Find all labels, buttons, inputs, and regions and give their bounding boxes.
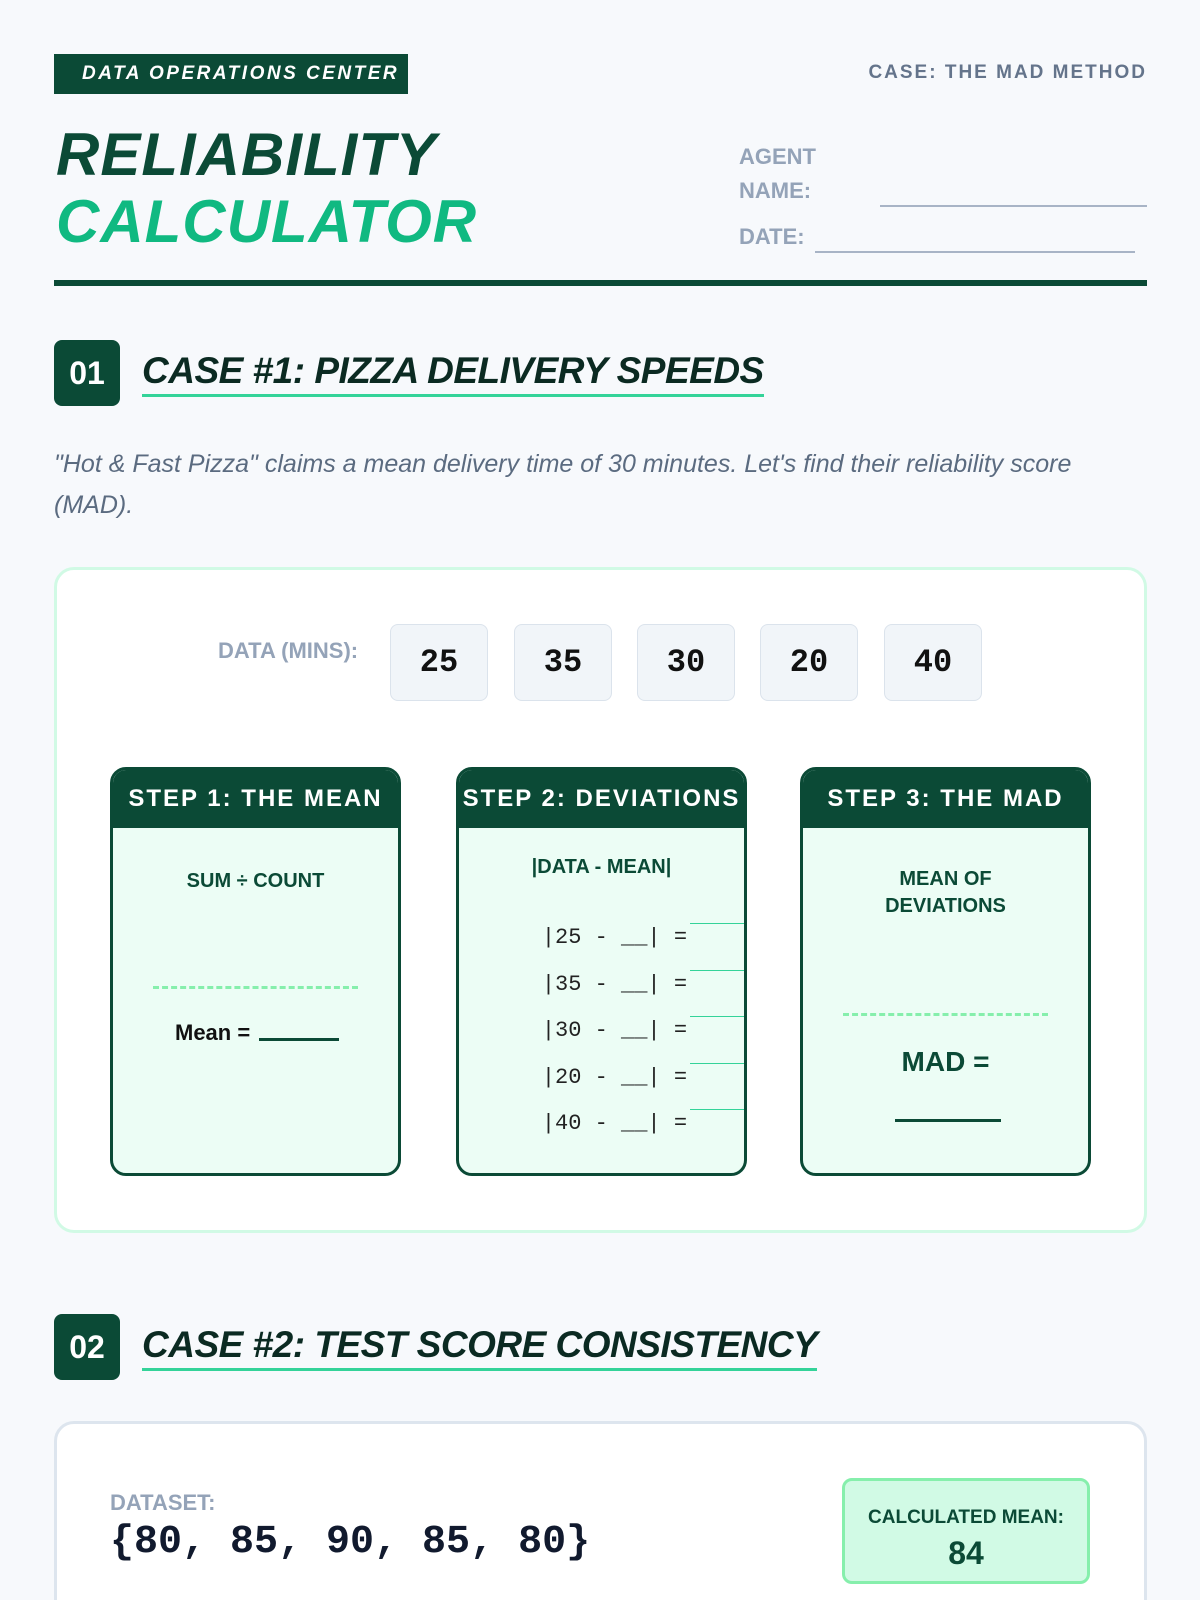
calculated-mean-label: CALCULATED MEAN:	[868, 1507, 1064, 1528]
data-chip: 35	[514, 624, 612, 701]
agent-name-label	[739, 140, 816, 208]
step1-card	[110, 767, 401, 1176]
case2-title: CASE #2: TEST SCORE CONSISTENCY	[142, 1324, 817, 1371]
data-chip: 30	[637, 624, 735, 701]
step3-card	[800, 767, 1091, 1176]
deviation-expression: |20 - __| =	[541, 1065, 688, 1090]
mean-label: Mean =	[175, 1020, 251, 1045]
step1-subtitle: SUM ÷ COUNT	[186, 870, 325, 892]
data-chip: 20	[760, 624, 858, 701]
agent-name-field[interactable]	[880, 205, 1147, 207]
mad-answer-field[interactable]	[895, 1119, 1001, 1122]
mean-answer-field[interactable]	[259, 1038, 339, 1041]
agent-label-line2: NAME:	[739, 178, 812, 203]
case1-title: CASE #1: PIZZA DELIVERY SPEEDS	[142, 350, 764, 397]
step1-divider	[153, 986, 358, 989]
deviation-row	[489, 940, 688, 997]
deviation-answer-field[interactable]	[690, 1109, 744, 1110]
header-divider	[54, 280, 1147, 286]
data-label: DATA (MINS):	[218, 638, 359, 663]
step2-subtitle: |DATA - MEAN|	[531, 856, 672, 878]
step3-divider	[843, 1013, 1048, 1016]
deviation-answer-field[interactable]	[690, 970, 744, 971]
calculated-mean-value: 84	[948, 1535, 984, 1571]
step2-title: STEP 2: DEVIATIONS	[459, 770, 744, 828]
deviation-expression: |40 - __| =	[541, 1111, 688, 1136]
date-label: DATE:	[739, 224, 805, 249]
deviation-answer-field[interactable]	[690, 1063, 744, 1064]
agent-label-line1: AGENT	[739, 144, 816, 169]
deviation-expression: |35 - __| =	[541, 972, 688, 997]
calculated-mean-box	[842, 1478, 1090, 1584]
deviation-row	[489, 1079, 688, 1136]
page-title-line1: RELIABILITY	[56, 121, 437, 188]
data-chip: 40	[884, 624, 982, 701]
dataset-values: {80, 85, 90, 85, 80}	[110, 1520, 591, 1565]
case1-intro: "Hot & Fast Pizza" claims a mean delivery time of 30 minutes. Let's find their reliability score (MAD).	[54, 450, 1072, 519]
data-chip: 25	[390, 624, 488, 701]
case2-number-badge: 02	[54, 1314, 120, 1380]
date-field[interactable]	[815, 251, 1135, 253]
deviation-row	[489, 893, 688, 950]
deviation-row	[489, 1033, 688, 1090]
deviation-answer-field[interactable]	[690, 923, 744, 924]
deviation-expression: |30 - __| =	[541, 1018, 688, 1043]
page-title-line2: CALCULATOR	[56, 188, 478, 255]
case1-number-badge: 01	[54, 340, 120, 406]
dataset-label: DATASET:	[110, 1490, 216, 1515]
deviation-answer-field[interactable]	[690, 1016, 744, 1017]
step2-card	[456, 767, 747, 1176]
case-label: CASE: THE MAD METHOD	[868, 62, 1147, 83]
deviation-expression: |25 - __| =	[541, 925, 688, 950]
step1-title: STEP 1: THE MEAN	[113, 770, 398, 828]
step3-subtitle-line1: MEAN OF	[899, 868, 992, 890]
header-badge: DATA OPERATIONS CENTER	[54, 54, 408, 94]
deviation-row	[489, 986, 688, 1043]
step3-subtitle-line2: DEVIATIONS	[885, 895, 1006, 917]
mad-label: MAD =	[901, 1046, 990, 1077]
step3-title: STEP 3: THE MAD	[803, 770, 1088, 828]
